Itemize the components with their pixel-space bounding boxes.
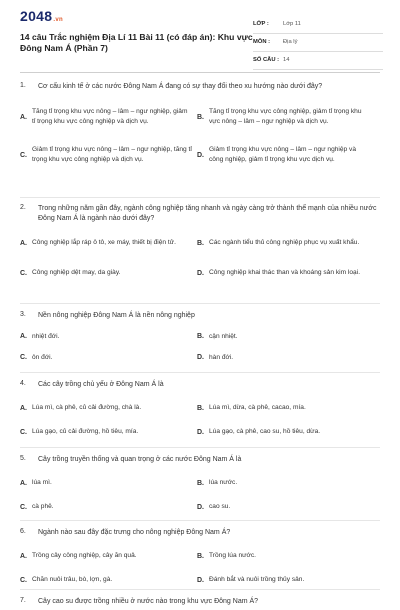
- option-letter: B.: [197, 404, 204, 412]
- options: [20, 544, 380, 592]
- option-d[interactable]: [197, 420, 369, 444]
- option-letter: B.: [197, 113, 204, 121]
- meta-key: MÔN :: [253, 39, 271, 45]
- option-text: Công nghiệp lắp ráp ô tô, xe máy, thiết bị điện tử.: [32, 239, 176, 247]
- option-b[interactable]: [197, 396, 369, 420]
- header-divider: [20, 72, 380, 73]
- option-letter: C.: [20, 269, 27, 277]
- option-letter: D.: [197, 503, 204, 511]
- option-letter: A.: [20, 333, 27, 340]
- option-b[interactable]: [197, 230, 369, 256]
- option-c[interactable]: [20, 495, 192, 519]
- option-letter: A.: [20, 552, 27, 560]
- question-text: Cây trồng truyền thống và quan trọng ở các nước Đông Nam Á là: [38, 456, 242, 463]
- option-d[interactable]: [197, 495, 369, 519]
- question-number: 3.: [20, 311, 26, 318]
- option-text: lúa nước.: [209, 479, 238, 487]
- option-letter: D.: [197, 269, 204, 277]
- option-b[interactable]: [197, 544, 369, 568]
- meta-row-class: [253, 16, 383, 34]
- option-text: ôn đới.: [32, 353, 53, 361]
- option-a[interactable]: [20, 98, 192, 136]
- logo-suffix: .vn: [53, 17, 63, 23]
- option-c[interactable]: [20, 347, 192, 368]
- question-text: Trong những năm gần đây, ngành công nghiệp tăng nhanh và ngày càng trở thành thế mạnh của nhiều nước Đông Nam Á là ngành nào dưới đây?: [38, 205, 377, 222]
- question-4: [20, 373, 380, 448]
- option-text: Công nghiệp dệt may, da giày.: [32, 269, 121, 277]
- option-text: Đánh bắt và nuôi trồng thủy sản.: [209, 576, 305, 584]
- option-text: Lúa gạo, củ cải đường, hồ tiêu, mía.: [32, 428, 139, 436]
- options: [20, 396, 380, 444]
- option-letter: B.: [197, 552, 204, 560]
- question-7: [20, 590, 380, 610]
- option-letter: C.: [20, 428, 27, 436]
- option-d[interactable]: [197, 136, 369, 174]
- options: [20, 98, 380, 174]
- meta-value: Lớp 11: [283, 21, 301, 27]
- option-text: Giảm tỉ trọng khu vực nông – lâm – ngư nghiệp, tăng tỉ trọng khu vực công nghiệp và dịch vụ.: [32, 146, 192, 163]
- question-text: Ngành nào sau đây đặc trưng cho nông nghiệp Đông Nam Á?: [38, 529, 231, 536]
- option-a[interactable]: [20, 230, 192, 256]
- option-text: Lúa mì, cà phê, củ cải đường, chà là.: [32, 404, 142, 412]
- option-text: Trồng lúa nước.: [209, 552, 256, 560]
- option-c[interactable]: [20, 136, 192, 174]
- option-letter: A.: [20, 479, 27, 487]
- meta-row-subject: [253, 34, 383, 52]
- option-text: Công nghiệp khai thác than và khoáng sản kim loại.: [209, 269, 361, 277]
- question-text: Các cây trồng chủ yếu ở Đông Nam Á là: [38, 381, 164, 388]
- option-letter: A.: [20, 113, 27, 121]
- meta-value: 14: [283, 57, 290, 63]
- option-text: Trồng cây công nghiệp, cây ăn quả.: [32, 552, 137, 560]
- options: [20, 326, 380, 368]
- option-b[interactable]: [197, 326, 369, 347]
- question-2: [20, 198, 380, 304]
- option-text: Tăng tỉ trọng khu vực nông – lâm – ngư nghiệp, giảm tỉ trọng khu vực công nghiệp và dịch vụ.: [32, 108, 188, 125]
- options: [20, 230, 380, 290]
- option-letter: B.: [197, 333, 204, 340]
- logo-text: 2048: [20, 8, 53, 24]
- question-3: [20, 304, 380, 373]
- question-number: 2.: [20, 204, 26, 211]
- option-letter: B.: [197, 479, 204, 487]
- option-c[interactable]: [20, 256, 192, 290]
- meta-key: LỚP :: [253, 21, 269, 27]
- option-letter: D.: [197, 354, 204, 361]
- question-number: 5.: [20, 455, 26, 462]
- option-text: cao su.: [209, 503, 231, 511]
- question-text: Nền nông nghiệp Đông Nam Á là nền nông nghiệp: [38, 312, 195, 319]
- option-b[interactable]: [197, 98, 369, 136]
- option-text: Tăng tỉ trọng khu vực công nghiệp, giảm tỉ trọng khu vực nông – lâm – ngư nghiệp và dịch vụ.: [209, 108, 362, 125]
- option-letter: C.: [20, 576, 27, 584]
- option-letter: D.: [197, 151, 204, 159]
- option-text: cà phê.: [32, 503, 54, 511]
- option-text: Lúa gạo, cà phê, cao su, hồ tiêu, dừa.: [209, 428, 321, 436]
- option-letter: D.: [197, 428, 204, 436]
- question-list: [0, 78, 400, 610]
- option-text: Các ngành tiểu thủ công nghiệp phục vụ xuất khẩu.: [209, 239, 360, 247]
- option-b[interactable]: [197, 471, 369, 495]
- option-text: Lúa mì, dừa, cà phê, cacao, mía.: [209, 404, 306, 412]
- option-d[interactable]: [197, 256, 369, 290]
- option-a[interactable]: [20, 544, 192, 568]
- question-5: [20, 448, 380, 521]
- option-text: nhiệt đới.: [32, 332, 60, 340]
- meta-key: SỐ CÂU :: [253, 57, 280, 63]
- option-text: Chăn nuôi trâu, bò, lợn, gà.: [32, 576, 113, 584]
- page-title: 14 câu Trắc nghiệm Địa Lí 11 Bài 11 (có đáp án): Khu vực Đông Nam Á (Phần 7): [20, 32, 253, 53]
- question-text: Cây cao su được trồng nhiều ở nước nào trong khu vực Đông Nam Á?: [38, 598, 259, 605]
- question-number: 7.: [20, 597, 26, 604]
- option-letter: C.: [20, 503, 27, 511]
- document-header: [0, 0, 400, 66]
- options: [20, 471, 380, 519]
- question-1: [20, 78, 380, 198]
- question-text: Cơ cấu kinh tế ở các nước Đông Nam Á đang có sự thay đổi theo xu hướng nào dưới đây?: [38, 83, 323, 90]
- question-number: 4.: [20, 380, 26, 387]
- document-meta: [253, 16, 383, 70]
- option-c[interactable]: [20, 420, 192, 444]
- option-text: Giảm tỉ trọng khu vực nông – lâm – ngư nghiệp và công nghiệp, giảm tỉ trọng khu vực dịch vụ.: [209, 146, 357, 163]
- question-6: [20, 521, 380, 590]
- option-d[interactable]: [197, 347, 369, 368]
- question-number: 1.: [20, 82, 26, 89]
- option-letter: A.: [20, 239, 27, 247]
- option-a[interactable]: [20, 471, 192, 495]
- option-a[interactable]: [20, 326, 192, 347]
- meta-value: Địa lý: [283, 39, 298, 45]
- site-logo[interactable]: [20, 8, 63, 24]
- option-a[interactable]: [20, 396, 192, 420]
- option-text: cận nhiệt.: [209, 332, 238, 340]
- meta-row-count: [253, 52, 383, 70]
- option-c[interactable]: [20, 568, 192, 592]
- option-d[interactable]: [197, 568, 369, 592]
- option-letter: C.: [20, 151, 27, 159]
- option-text: hàn đới.: [209, 353, 234, 361]
- option-letter: C.: [20, 354, 27, 361]
- option-text: lúa mì.: [32, 479, 52, 487]
- option-letter: B.: [197, 239, 204, 247]
- option-letter: A.: [20, 404, 27, 412]
- option-letter: D.: [197, 576, 204, 584]
- question-number: 6.: [20, 528, 26, 535]
